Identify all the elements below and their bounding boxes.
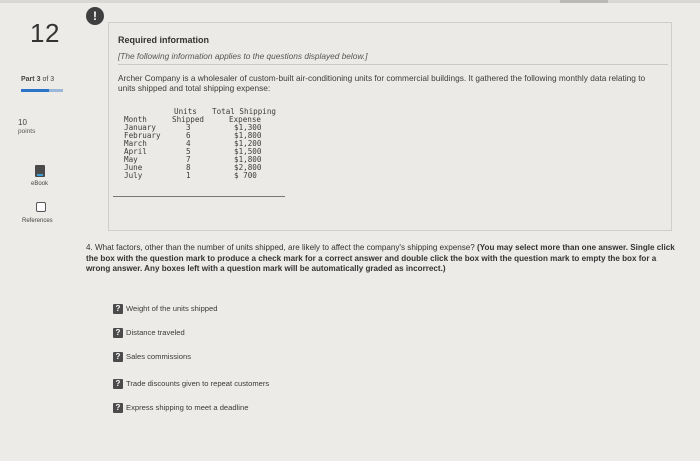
question-text: 4. What factors, other than the number of units shipped, are likely to affect the company's shipping expense? bbox=[86, 243, 475, 252]
info-divider bbox=[118, 64, 668, 65]
part-total: 3 bbox=[50, 76, 55, 83]
choice-label: Sales commissions bbox=[126, 352, 191, 361]
choice-trade-discounts[interactable] bbox=[113, 378, 269, 389]
question-mark-icon[interactable]: ? bbox=[113, 328, 123, 338]
references-label[interactable]: References bbox=[22, 218, 53, 224]
choice-sales-commissions[interactable] bbox=[113, 351, 191, 362]
row-month: July bbox=[124, 171, 143, 180]
choice-weight-of-units[interactable] bbox=[113, 303, 217, 314]
row-expense: $1,500 bbox=[234, 147, 262, 156]
choice-label: Express shipping to meet a deadline bbox=[126, 403, 249, 412]
points-value: 10 bbox=[18, 118, 27, 127]
row-month: June bbox=[124, 163, 143, 172]
row-month: February bbox=[124, 131, 161, 140]
row-expense: $1,800 bbox=[234, 155, 262, 164]
row-month: April bbox=[124, 147, 147, 156]
row-expense: $1,800 bbox=[234, 131, 262, 140]
choice-distance-traveled[interactable] bbox=[113, 327, 185, 338]
alert-icon[interactable]: ! bbox=[86, 7, 104, 25]
row-expense: $1,300 bbox=[234, 123, 262, 132]
header-month: Month bbox=[124, 115, 147, 124]
header-expense-line2: Expense bbox=[229, 115, 262, 124]
header-units-line2: Shipped bbox=[172, 115, 205, 124]
choice-express-shipping[interactable] bbox=[113, 402, 248, 413]
question-mark-icon[interactable]: ? bbox=[113, 403, 123, 413]
row-units: 7 bbox=[186, 155, 191, 164]
row-units: 6 bbox=[186, 131, 191, 140]
row-units: 3 bbox=[186, 123, 191, 132]
row-expense: $ 700 bbox=[234, 171, 257, 180]
choice-label: Trade discounts given to repeat customers bbox=[126, 379, 270, 388]
header-expense-line1: Total Shipping bbox=[212, 107, 277, 116]
row-units: 8 bbox=[186, 163, 191, 172]
question-prompt bbox=[86, 243, 676, 275]
ebook-icon[interactable] bbox=[35, 165, 45, 177]
choice-label: Weight of the units shipped bbox=[126, 304, 218, 313]
part-label: Part bbox=[21, 76, 35, 83]
references-icon[interactable] bbox=[36, 202, 46, 212]
ebook-label[interactable]: eBook bbox=[31, 181, 49, 187]
points-label: points bbox=[18, 128, 36, 135]
part-indicator bbox=[21, 76, 54, 83]
row-month: January bbox=[124, 123, 157, 132]
intro-text: Archer Company is a wholesaler of custom-built air-conditioning units for commercial buildings. It gathered the following monthly data relating to units shipped and total shipping expense: bbox=[118, 73, 646, 93]
header-units-line1: Units bbox=[174, 107, 197, 116]
top-strip bbox=[0, 0, 700, 3]
question-mark-icon[interactable]: ? bbox=[113, 304, 123, 314]
part-current: 3 bbox=[36, 76, 41, 83]
question-instructions: (You may select more than one answer. Single click the box with the question mark to produce a check mark for a correct answer and double click the box with the question mark to empty the box for a wrong answer. Any boxes left with a question mark will be automatically graded as incorrect.) bbox=[86, 243, 675, 274]
row-month: May bbox=[124, 155, 138, 164]
question-mark-icon[interactable]: ? bbox=[113, 379, 123, 389]
sidebar bbox=[0, 0, 80, 461]
row-expense: $1,200 bbox=[234, 139, 262, 148]
question-number: 12 bbox=[30, 18, 60, 48]
question-mark-icon[interactable]: ? bbox=[113, 352, 123, 362]
top-strip-accent bbox=[560, 0, 608, 3]
part-progress-bar bbox=[21, 89, 63, 92]
row-units: 1 bbox=[186, 171, 191, 180]
row-units: 4 bbox=[186, 139, 191, 148]
row-month: March bbox=[124, 139, 147, 148]
applies-note: [The following information applies to the questions displayed below.] bbox=[118, 51, 368, 61]
part-of: of bbox=[42, 76, 49, 83]
row-units: 5 bbox=[186, 147, 191, 156]
row-expense: $2,800 bbox=[234, 163, 262, 172]
part-progress-remaining bbox=[49, 89, 63, 92]
table-bottom-rule bbox=[113, 196, 285, 197]
required-info-title: Required information bbox=[118, 35, 210, 45]
choice-label: Distance traveled bbox=[126, 328, 185, 337]
